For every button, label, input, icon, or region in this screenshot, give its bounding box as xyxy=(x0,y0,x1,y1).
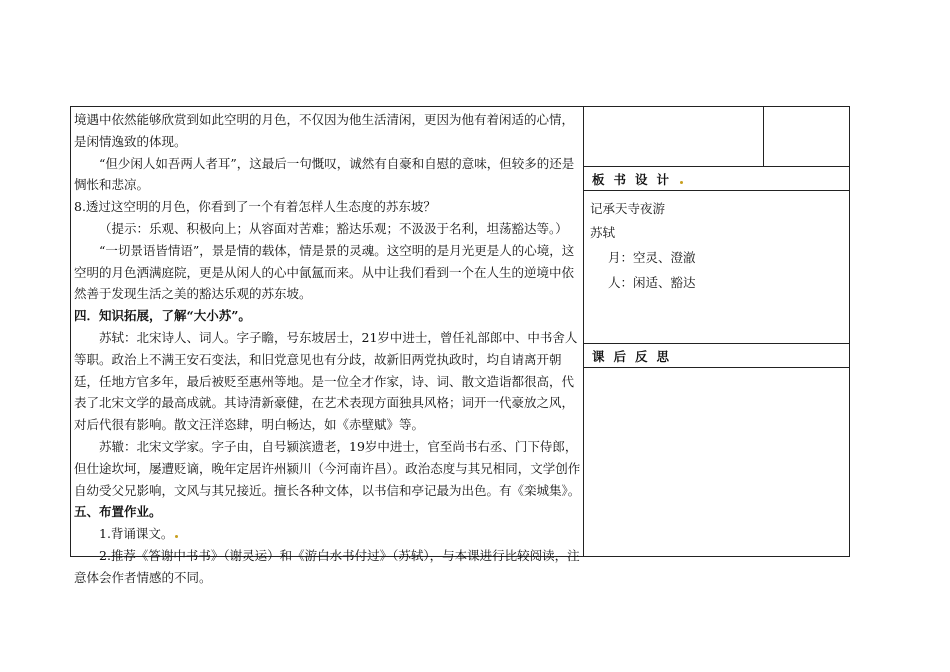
question-8: 8.透过这空明的月色，你看到了一个有着怎样人生态度的苏东坡？ xyxy=(74,199,436,215)
board-design-title: 板书设计 xyxy=(592,170,683,188)
highlight-dot xyxy=(175,535,178,538)
su-shi-bio: 苏轼：北宋诗人、词人。字子瞻，号东坡居士，21岁中进士，曾任礼部郎中、中书舍人等职。政治上不满王安石变法，和旧党意见也有分歧，故新旧两党执政时，均自请离开朝廷，任地方官多年，最后被贬至惠州等地。是一位全才作家，诗、词、散文造诣都很高，代表了北宋文学的最高成就。其诗清新豪健，在艺术表现方面独具风格；词开一代豪放之风，对后代很有影响。散文汪洋恣肆，明白畅达，如《赤壁赋》等。 xyxy=(74,329,578,433)
su-zhe-bio: 苏辙：北宋文学家。字子由，自号颍滨遗老，19岁中进士，官至尚书右丞、门下侍郎，但仕途坎坷，屡遭贬谪，晚年定居许州颍川（今河南许昌）。政治态度与其兄相同，文学创作自幼受父兄影响，文风与其兄接近。擅长各种文体，以书信和亭记最为出色。有《栾城集》。 xyxy=(74,438,581,498)
section-5-heading: 五、布置作业。 xyxy=(74,504,162,520)
paragraph-scene-emotion: “一切景语皆情语”，景是情的载体，情是景的灵魂。这空明的是月光更是人的心境，这空明的月色洒满庭院，更是从闲人的心中氤氲而来。从中让我们看到一个在人生的逆境中依然善于发现生活之美的豁达乐观的苏东坡。 xyxy=(74,242,575,302)
board-line-title: 记承天寺夜游 xyxy=(590,201,666,216)
row-divider-3 xyxy=(583,343,850,344)
column-divider xyxy=(583,106,584,557)
row-divider-2 xyxy=(583,190,850,191)
board-line-moon: 月：空灵、澄澈 xyxy=(608,250,696,265)
top-right-divider xyxy=(763,106,764,166)
homework-item-1: 1.背诵课文。 xyxy=(74,523,582,545)
reflection-title: 课后反思 xyxy=(592,349,679,364)
board-line-author: 苏轼 xyxy=(590,225,616,240)
lesson-content xyxy=(74,109,582,589)
homework-item-2: 2.推荐《答谢中书书》（谢灵运）和《游白水书付过》（苏轼），与本课进行比较阅读，注意体会作者情感的不同。 xyxy=(74,547,580,585)
question-8-hint: （提示：乐观、积极向上；从容面对苦难；豁达乐观；不汲汲于名利，坦荡豁达等。） xyxy=(99,220,568,236)
paragraph-sigh: “但少闲人如吾两人者耳”，这最后一句慨叹，诚然有自豪和自慰的意味，但较多的还是惆怅和悲凉。 xyxy=(74,155,575,193)
paragraph-leisure: 境遇中依然能够欣赏到如此空明的月色，不仅因为他生活清闲，更因为他有着闲适的心情，是闲情逸致的体现。 xyxy=(74,112,575,149)
highlight-dot xyxy=(680,181,683,184)
section-4-heading: 四．知识拓展，了解“大小苏”。 xyxy=(74,308,251,324)
row-divider-1 xyxy=(583,166,850,167)
board-line-person: 人：闲适、豁达 xyxy=(608,275,696,290)
row-divider-4 xyxy=(583,367,850,368)
